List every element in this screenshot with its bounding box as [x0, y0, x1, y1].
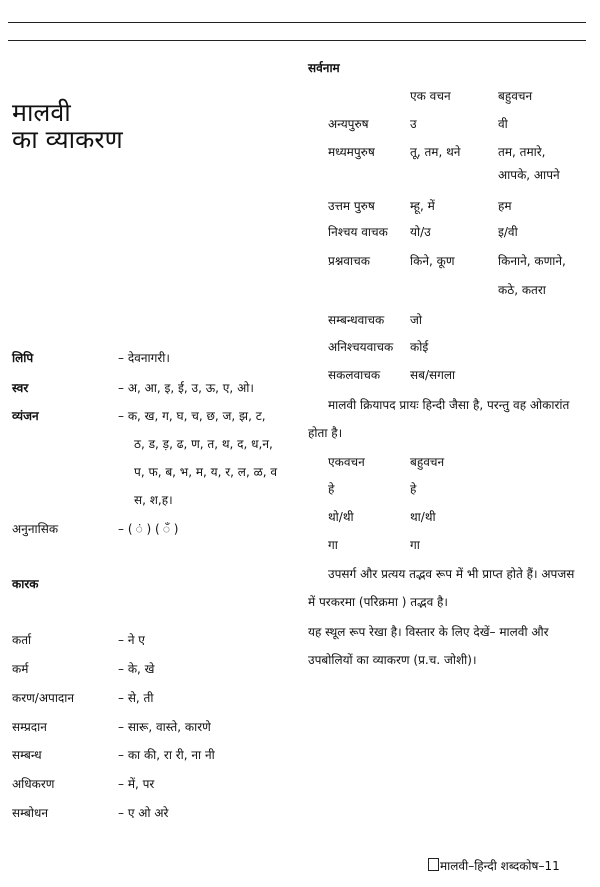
pronoun-row-label: प्रश्नवाचक	[328, 254, 370, 268]
pronoun-row-bahu: किनाने, कणाने,	[498, 254, 566, 268]
col-head-ekvachan: एक वचन	[410, 89, 451, 103]
pronoun-row-ek: किने, कूण	[410, 254, 455, 268]
karak-row-label: सम्प्रदान	[12, 720, 47, 734]
pronoun-row-ek: सब/सगला	[410, 368, 456, 382]
vyanjan-label: व्यंजन	[12, 409, 39, 423]
verb-row-ek: गा	[328, 538, 338, 552]
karak-row-value: – से, ती	[118, 691, 154, 705]
karak-heading: कारक	[12, 577, 39, 591]
karak-row-value: – में, पर	[118, 777, 155, 791]
karak-row-label: करण/अपादान	[12, 691, 75, 705]
square-icon	[428, 858, 439, 871]
pronoun-row-label: उत्तम पुरुष	[328, 199, 375, 213]
karak-row-label: अधिकरण	[12, 777, 55, 791]
verb-row-ek: थो/थी	[328, 510, 354, 524]
vyanjan-line-1: – क, ख, ग, घ, च, छ, ज, झ, ट,	[118, 409, 266, 423]
pronoun-row-bahu-cont: आपके, आपने	[498, 168, 560, 182]
pronoun-row-bahu: तम, तमारे,	[498, 145, 546, 159]
verb-row-bahu: गा	[410, 538, 420, 552]
page-footer	[428, 858, 560, 874]
para2-line-1: यह स्थूल रूप रेखा है। विस्तार के लिए देखें– मालवी और	[308, 625, 549, 639]
verb-head-bahuvachan: बहुवचन	[410, 455, 445, 469]
para2-line-2: उपबोलियों का व्याकरण (प्र.च. जोशी)।	[308, 653, 477, 667]
karak-row-value: – ने ए	[118, 633, 145, 647]
pronoun-row-label: अनिश्चयवाचक	[328, 340, 394, 354]
pronoun-row-bahu: वी	[498, 117, 508, 131]
pronoun-row-label: अन्यपुरुष	[328, 117, 369, 131]
anunasik-value: – ( ं ) ( ँ )	[118, 522, 179, 536]
pronoun-row-label: निश्चय वाचक	[328, 225, 388, 239]
lipi-value: – देवनागरी।	[118, 351, 170, 365]
karak-row-value: – सारू, वास्ते, कारणे	[118, 720, 211, 734]
vyanjan-line-4: स, श,ह।	[134, 493, 173, 507]
pronoun-row-label: सम्बन्धवाचक	[328, 313, 385, 327]
pronoun-row-bahu: हम	[498, 199, 512, 213]
para1-line-2: में परकरमा (परिक्रमा ) तद्भव है।	[308, 595, 448, 609]
karak-row-value: – का की, रा री, ना नी	[118, 748, 215, 762]
kriya-line-1: मालवी क्रियापद प्रायः हिन्दी जैसा है, परन्तु वह ओकारांत	[328, 398, 570, 412]
para1-line-1: उपसर्ग और प्रत्यय तद्भव रूप में भी प्राप्त होते हैं। अपजस	[328, 567, 575, 581]
svar-value: – अ, आ, इ, ई, उ, ऊ, ए, ओ।	[118, 381, 254, 395]
footer-text: मालवी–हिन्दी शब्दकोष–11	[440, 859, 560, 873]
verb-head-ekvachan: एकवचन	[328, 455, 365, 469]
lipi-label: लिपि	[12, 351, 34, 365]
col-head-bahuvachan: बहुवचन	[498, 89, 533, 103]
pronoun-row-bahu-cont: कठे, कतरा	[498, 283, 546, 297]
top-rule-1	[8, 22, 586, 23]
pronoun-row-ek: यो/उ	[410, 225, 431, 239]
vyanjan-line-3: प, फ, ब, भ, म, य, र, ल, ळ, व	[134, 465, 277, 479]
pronoun-row-label: मध्यमपुरुष	[328, 145, 375, 159]
karak-row-value: – ए ओ अरे	[118, 806, 169, 820]
karak-row-label: सम्बोधन	[12, 806, 49, 820]
anunasik-label: अनुनासिक	[12, 522, 59, 536]
chapter-title-line1: मालवी	[12, 98, 71, 127]
karak-row-label: कर्म	[12, 662, 29, 676]
verb-row-bahu: हे	[410, 482, 417, 496]
pronoun-row-ek: जो	[410, 313, 423, 327]
pronoun-row-ek: उ	[410, 117, 417, 131]
sarvanam-heading: सर्वनाम	[308, 61, 340, 75]
verb-row-ek: हे	[328, 482, 335, 496]
pronoun-row-ek: कोई	[410, 340, 429, 354]
karak-row-value: – के, खे	[118, 662, 155, 676]
chapter-title-line2: का व्याकरण	[12, 125, 123, 154]
pronoun-row-ek: तू, तम, थने	[410, 145, 461, 159]
svar-label: स्वर	[12, 381, 29, 395]
top-rule-2	[8, 40, 586, 41]
pronoun-row-ek: म्हू, में	[410, 199, 435, 213]
kriya-line-2: होता है।	[308, 426, 343, 440]
karak-row-label: सम्बन्ध	[12, 748, 42, 762]
karak-row-label: कर्ता	[12, 633, 32, 647]
verb-row-bahu: था/थी	[410, 510, 436, 524]
vyanjan-line-2: ठ, ड, ड़, ढ, ण, त, थ, द, ध,न,	[134, 437, 273, 451]
pronoun-row-bahu: इ/वी	[498, 225, 518, 239]
pronoun-row-label: सकलवाचक	[328, 368, 381, 382]
